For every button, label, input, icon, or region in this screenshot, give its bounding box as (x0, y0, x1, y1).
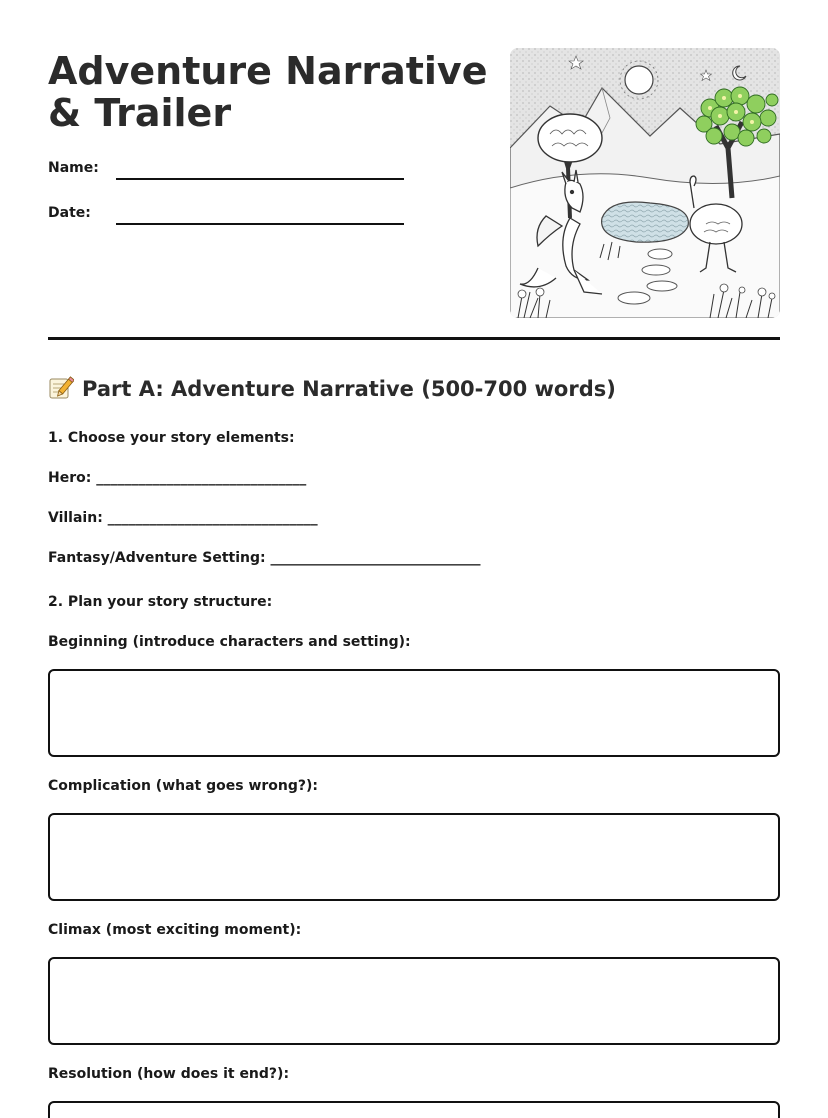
beginning-label: Beginning (introduce characters and setting): (48, 634, 411, 650)
complication-label: Complication (what goes wrong?): (48, 778, 319, 794)
step1-heading: 1. Choose your story elements: (48, 430, 295, 446)
climax-label: Climax (most exciting moment): (48, 922, 302, 938)
memo-pencil-icon (48, 376, 74, 400)
villain-field[interactable]: Villain: ______________________________ (48, 510, 318, 526)
worksheet-header (48, 48, 780, 320)
name-blank-line[interactable] (116, 178, 404, 180)
date-field[interactable] (48, 205, 408, 229)
page-title: Adventure Narrative & Trailer (48, 49, 488, 135)
part-a-title: Part A: Adventure Narrative (500-700 words) (82, 377, 616, 401)
step2-heading: 2. Plan your story structure: (48, 594, 273, 610)
header-divider (48, 337, 780, 340)
name-field[interactable] (48, 160, 408, 184)
date-label: Date: (48, 205, 91, 221)
resolution-label: Resolution (how does it end?): (48, 1066, 290, 1082)
date-blank-line[interactable] (116, 223, 404, 225)
name-label: Name: (48, 160, 99, 176)
resolution-answer-box[interactable] (48, 1101, 780, 1118)
hero-field[interactable]: Hero: ______________________________ (48, 470, 307, 486)
setting-field[interactable]: Fantasy/Adventure Setting: ______________________________ (48, 550, 481, 566)
climax-answer-box[interactable] (48, 957, 780, 1045)
part-a-heading (48, 374, 616, 404)
beginning-answer-box[interactable] (48, 669, 780, 757)
complication-answer-box[interactable] (48, 813, 780, 901)
kangaroo-emu-landscape-illustration (510, 48, 780, 318)
adventure-illustration (510, 48, 780, 318)
